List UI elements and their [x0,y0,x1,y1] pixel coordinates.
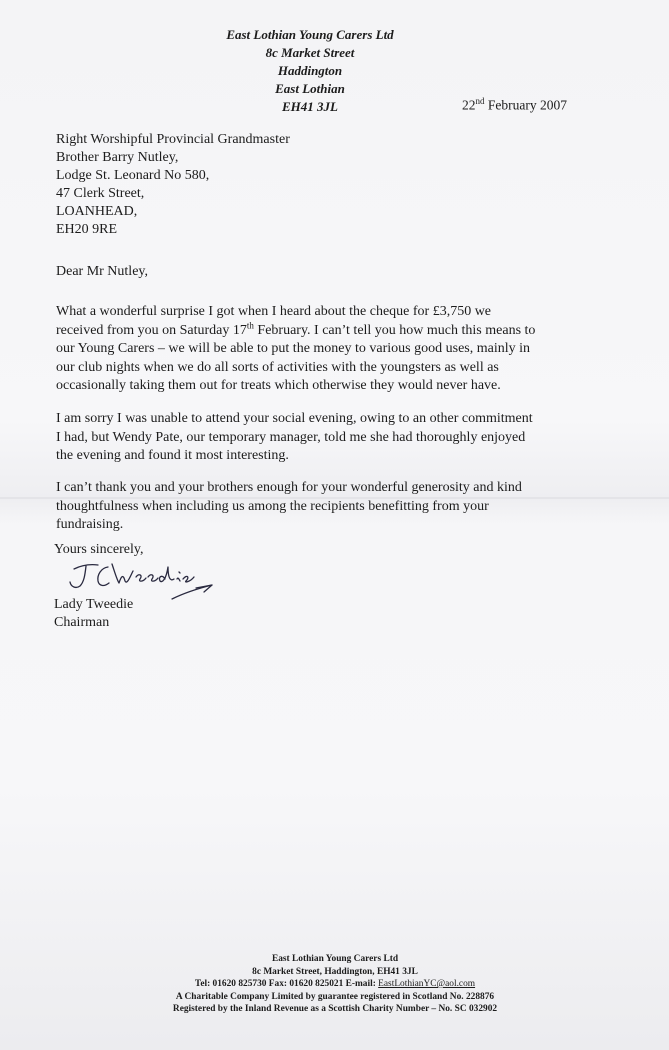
sender-postcode: EH41 3JL [282,99,338,114]
paragraph-3 [56,479,616,535]
sender-address [200,26,420,116]
recipient-line: Brother Barry Nutley, [56,150,179,165]
paragraph-line: our club nights when we do all sorts of activities with the youngsters as well as [56,359,499,375]
recipient-line: LOANHEAD, [56,204,138,219]
footer-contact [95,978,575,991]
paragraph-line: the evening and found it most interesting. [56,448,289,463]
signer-block [54,596,133,632]
ordinal-suffix: th [246,319,254,330]
footer-charity-registration: A Charitable Company Limited by guarantee registered in Scotland No. 228876 [175,991,495,1002]
footer-org-name: East Lothian Young Carers Ltd [271,954,399,964]
paragraph-line: our Young Carers – we will be able to put the money to various good uses, mainly in [56,341,530,356]
sender-street: 8c Market Street [265,45,355,60]
recipient-line: 47 Clerk Street, [56,186,145,201]
paragraph-line: occasionally taking them out for treats which otherwise they would never have. [56,378,501,393]
letter-date [462,96,567,114]
recipient-line: EH20 9RE [56,222,118,237]
sender-town: Haddington [277,63,343,78]
closing: Yours sincerely, [54,542,144,557]
date-day: 22 [462,97,476,113]
salutation: Dear Mr Nutley, [56,264,149,279]
line-text: received from you on Saturday 17 [56,322,247,338]
line-text: February. I can’t tell you how much this means to [253,322,536,338]
recipient-line: Lodge St. Leonard No 580, [56,168,210,183]
sender-name: East Lothian Young Carers Ltd [226,27,394,42]
recipient-line: Right Worshipful Provincial Grandmaster [56,132,290,147]
paragraph-line [56,319,616,341]
sender-region: East Lothian [275,81,345,96]
paragraph-line: fundraising. [56,517,124,532]
paragraph-line: thoughtfulness when including us among the recipients benefitting from your [56,498,489,514]
recipient-address [56,131,290,239]
paragraph-line: I am sorry I was unable to attend your social evening, owing to an other commitment [56,411,533,426]
footer-email-link[interactable]: EastLothianYC@aol.com [378,979,476,989]
paragraph-line: I had, but Wendy Pate, our temporary manager, told me she had thoroughly enjoyed [56,429,526,445]
date-suffix: nd [475,96,485,106]
footer-phone-fax: Tel: 01620 825730 Fax: 01620 825021 E-mail: [194,979,379,989]
footer-charity-number: Registered by the Inland Revenue as a Scottish Charity Number – No. SC 032902 [172,1004,498,1014]
paragraph-line: What a wonderful surprise I got when I heard about the cheque for £3,750 we [56,304,492,319]
paragraph-line: I can’t thank you and your brothers enough for your wonderful generosity and kind [56,480,522,495]
footer-address: 8c Market Street, Haddington, EH41 3JL [252,966,418,977]
paragraph-1 [56,303,616,396]
letterhead-footer [95,953,575,1016]
signer-name: Lady Tweedie [54,597,134,612]
signer-title: Chairman [54,615,110,630]
date-rest: February 2007 [484,97,567,113]
paragraph-2 [56,410,616,466]
